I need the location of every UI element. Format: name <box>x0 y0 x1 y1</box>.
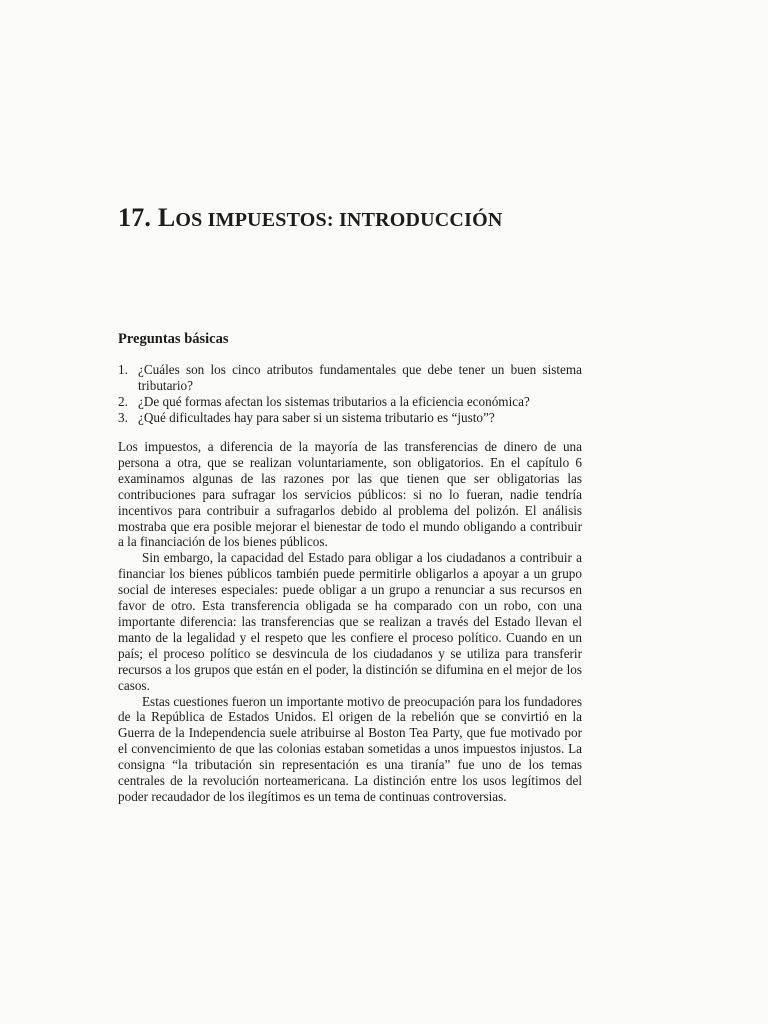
question-text: ¿Cuáles son los cinco atributos fundamentales que debe tener un buen sistema tributario? <box>138 362 582 393</box>
question-number: 3. <box>118 410 128 425</box>
paragraph: Estas cuestiones fueron un importante motivo de preocupación para los fundadores de la República de Estados Unidos. El origen de la rebelión que se convirtió en la Guerra de la Independencia suele atribuirse al Boston Tea Party, que fue motivado por el convencimiento de que las colonias estaban sometidas a unos impuestos injustos. La consigna “la tributación sin representación es una tiranía” fue uno de los temas centrales de la revolución norteamericana. La distinción entre los usos legítimos del poder recaudador de los ilegítimos es un tema de continuas controversias. <box>118 693 582 804</box>
paragraph: Los impuestos, a diferencia de la mayoría de las transferencias de dinero de una persona a otra, que se realizan voluntariamente, son obligatorios. En el capítulo 6 examinamos algunas de las razones por las que tienen que ser obligatorias las contribuciones para sufragar los servicios públicos: si no lo fueran, nadie tendría incentivos para contribuir a sufragarlos debido al problema del polizón. El análisis mostraba que era posible mejorar el bienestar de todo el mundo obligando a contribuir a la financiación de los bienes públicos. <box>118 439 582 550</box>
chapter-title-rest: OS IMPUESTOS: INTRODUCCIÓN <box>175 209 503 231</box>
section-heading: Preguntas básicas <box>118 331 229 347</box>
list-item <box>118 362 582 394</box>
question-text: ¿De qué formas afectan los sistemas tributarios a la eficiencia económica? <box>138 394 530 409</box>
chapter-title <box>118 203 502 233</box>
paragraph: Sin embargo, la capacidad del Estado para obligar a los ciudadanos a contribuir a financiar los bienes públicos también puede permitirle obligarlos a apoyar a un grupo social de intereses especiales: puede obligar a un grupo a renunciar a sus recursos en favor de otro. Esta transferencia obligada se ha comparado con un robo, con una importante diferencia: las transferencias que se realizan a través del Estado llevan el manto de la legalidad y el respeto que les confiere el proceso político. Cuando en un país; el proceso político se desvincula de los ciudadanos y se utiliza para transferir recursos a los grupos que están en el poder, la distinción se difumina en el mejor de los casos. <box>118 550 582 693</box>
question-number: 1. <box>118 362 128 377</box>
list-item <box>118 410 582 426</box>
question-text: ¿Qué dificultades hay para saber si un sistema tributario es “justo”? <box>138 410 495 425</box>
chapter-title-initial: L <box>157 203 176 232</box>
body-text <box>118 439 582 805</box>
list-item <box>118 394 582 410</box>
questions-list <box>118 362 582 426</box>
question-number: 2. <box>118 394 128 409</box>
chapter-number: 17. <box>118 203 152 232</box>
